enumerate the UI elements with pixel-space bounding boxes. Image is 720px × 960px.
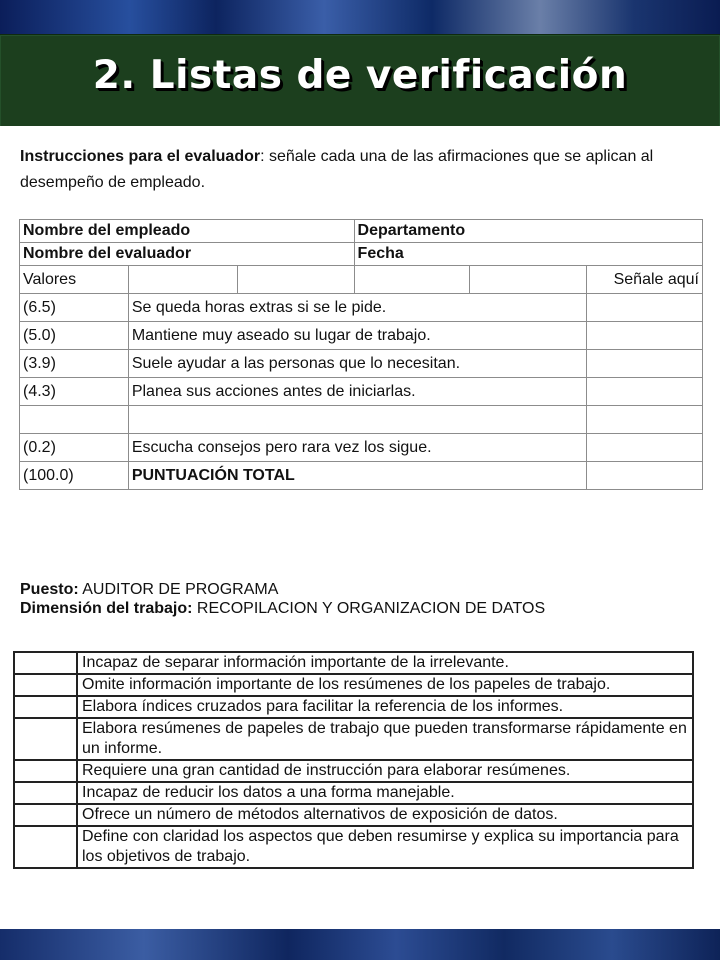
position-label: Puesto: bbox=[20, 581, 79, 598]
title-bar bbox=[0, 34, 720, 127]
values-header: Valores bbox=[20, 266, 129, 294]
item-statement: Suele ayudar a las personas que lo necesitan. bbox=[128, 350, 586, 378]
evaluator-name-label: Nombre del evaluador bbox=[20, 243, 355, 266]
form-header-row bbox=[20, 220, 703, 243]
position-value: AUDITOR DE PROGRAMA bbox=[82, 581, 279, 598]
values-header-row bbox=[20, 266, 703, 294]
item-value bbox=[20, 406, 129, 434]
mark-cell[interactable] bbox=[587, 462, 703, 490]
table-row bbox=[14, 804, 693, 826]
check-cell[interactable] bbox=[14, 782, 77, 804]
table-row bbox=[14, 782, 693, 804]
table-row bbox=[20, 322, 703, 350]
total-value: (100.0) bbox=[20, 462, 129, 490]
item-value: (4.3) bbox=[20, 378, 129, 406]
item-value: (3.9) bbox=[20, 350, 129, 378]
behavior-statement: Elabora índices cruzados para facilitar la referencia de los informes. bbox=[77, 696, 693, 718]
behavior-statement: Requiere una gran cantidad de instrucción para elaborar resúmenes. bbox=[77, 760, 693, 782]
table-row bbox=[14, 718, 693, 760]
item-value: (5.0) bbox=[20, 322, 129, 350]
table-row bbox=[20, 294, 703, 322]
item-statement: Escucha consejos pero rara vez los sigue. bbox=[128, 434, 586, 462]
behavior-statement: Define con claridad los aspectos que deben resumirse y explica su importancia para los objetivos de trabajo. bbox=[77, 826, 693, 868]
document-page bbox=[0, 126, 720, 929]
behavior-statement: Ofrece un número de métodos alternativos de exposición de datos. bbox=[77, 804, 693, 826]
behavior-statement: Incapaz de reducir los datos a una forma manejable. bbox=[77, 782, 693, 804]
employee-checklist-form bbox=[19, 219, 703, 490]
date-label: Fecha bbox=[354, 243, 702, 266]
job-info bbox=[20, 580, 700, 618]
dimension-label: Dimensión del trabajo: bbox=[20, 600, 193, 617]
item-statement: Se queda horas extras si se le pide. bbox=[128, 294, 586, 322]
behavior-statement: Elabora resúmenes de papeles de trabajo que pueden transformarse rápidamente en un informe. bbox=[77, 718, 693, 760]
mark-cell[interactable] bbox=[587, 378, 703, 406]
table-row bbox=[20, 434, 703, 462]
check-cell[interactable] bbox=[14, 674, 77, 696]
top-decorative-strip bbox=[0, 0, 720, 34]
item-statement bbox=[128, 406, 586, 434]
mark-cell[interactable] bbox=[587, 406, 703, 434]
item-value: (0.2) bbox=[20, 434, 129, 462]
behavior-checklist bbox=[13, 651, 694, 869]
table-row bbox=[20, 406, 703, 434]
mark-cell[interactable] bbox=[587, 322, 703, 350]
check-cell[interactable] bbox=[14, 804, 77, 826]
check-cell[interactable] bbox=[14, 696, 77, 718]
table-row bbox=[14, 652, 693, 674]
table-row bbox=[20, 350, 703, 378]
table-row bbox=[14, 760, 693, 782]
position-line bbox=[20, 580, 700, 599]
total-row bbox=[20, 462, 703, 490]
form-header-row bbox=[20, 243, 703, 266]
slide-title: 2. Listas de verificación bbox=[92, 53, 628, 98]
behavior-statement: Incapaz de separar información importante de la irrelevante. bbox=[77, 652, 693, 674]
check-cell[interactable] bbox=[14, 718, 77, 760]
evaluator-instructions bbox=[20, 144, 700, 196]
item-statement: Mantiene muy aseado su lugar de trabajo. bbox=[128, 322, 586, 350]
instructions-text: : señale cada una de las afirmaciones que se aplican al desempeño de empleado. bbox=[20, 148, 654, 191]
check-cell[interactable] bbox=[14, 652, 77, 674]
dimension-line bbox=[20, 599, 700, 618]
table-row bbox=[14, 826, 693, 868]
mark-here-header: Señale aquí bbox=[587, 266, 703, 294]
department-label: Departamento bbox=[354, 220, 702, 243]
employee-name-label: Nombre del empleado bbox=[20, 220, 355, 243]
table-row bbox=[14, 674, 693, 696]
mark-cell[interactable] bbox=[587, 294, 703, 322]
behavior-statement: Omite información importante de los resúmenes de los papeles de trabajo. bbox=[77, 674, 693, 696]
bottom-decorative-strip bbox=[0, 929, 720, 960]
dimension-value: RECOPILACION Y ORGANIZACION DE DATOS bbox=[196, 600, 546, 617]
mark-cell[interactable] bbox=[587, 434, 703, 462]
table-row bbox=[20, 378, 703, 406]
item-statement: Planea sus acciones antes de iniciarlas. bbox=[128, 378, 586, 406]
mark-cell[interactable] bbox=[587, 350, 703, 378]
item-value: (6.5) bbox=[20, 294, 129, 322]
check-cell[interactable] bbox=[14, 826, 77, 868]
total-label: PUNTUACIÓN TOTAL bbox=[128, 462, 586, 490]
table-row bbox=[14, 696, 693, 718]
check-cell[interactable] bbox=[14, 760, 77, 782]
instructions-label: Instrucciones para el evaluador bbox=[20, 148, 261, 165]
